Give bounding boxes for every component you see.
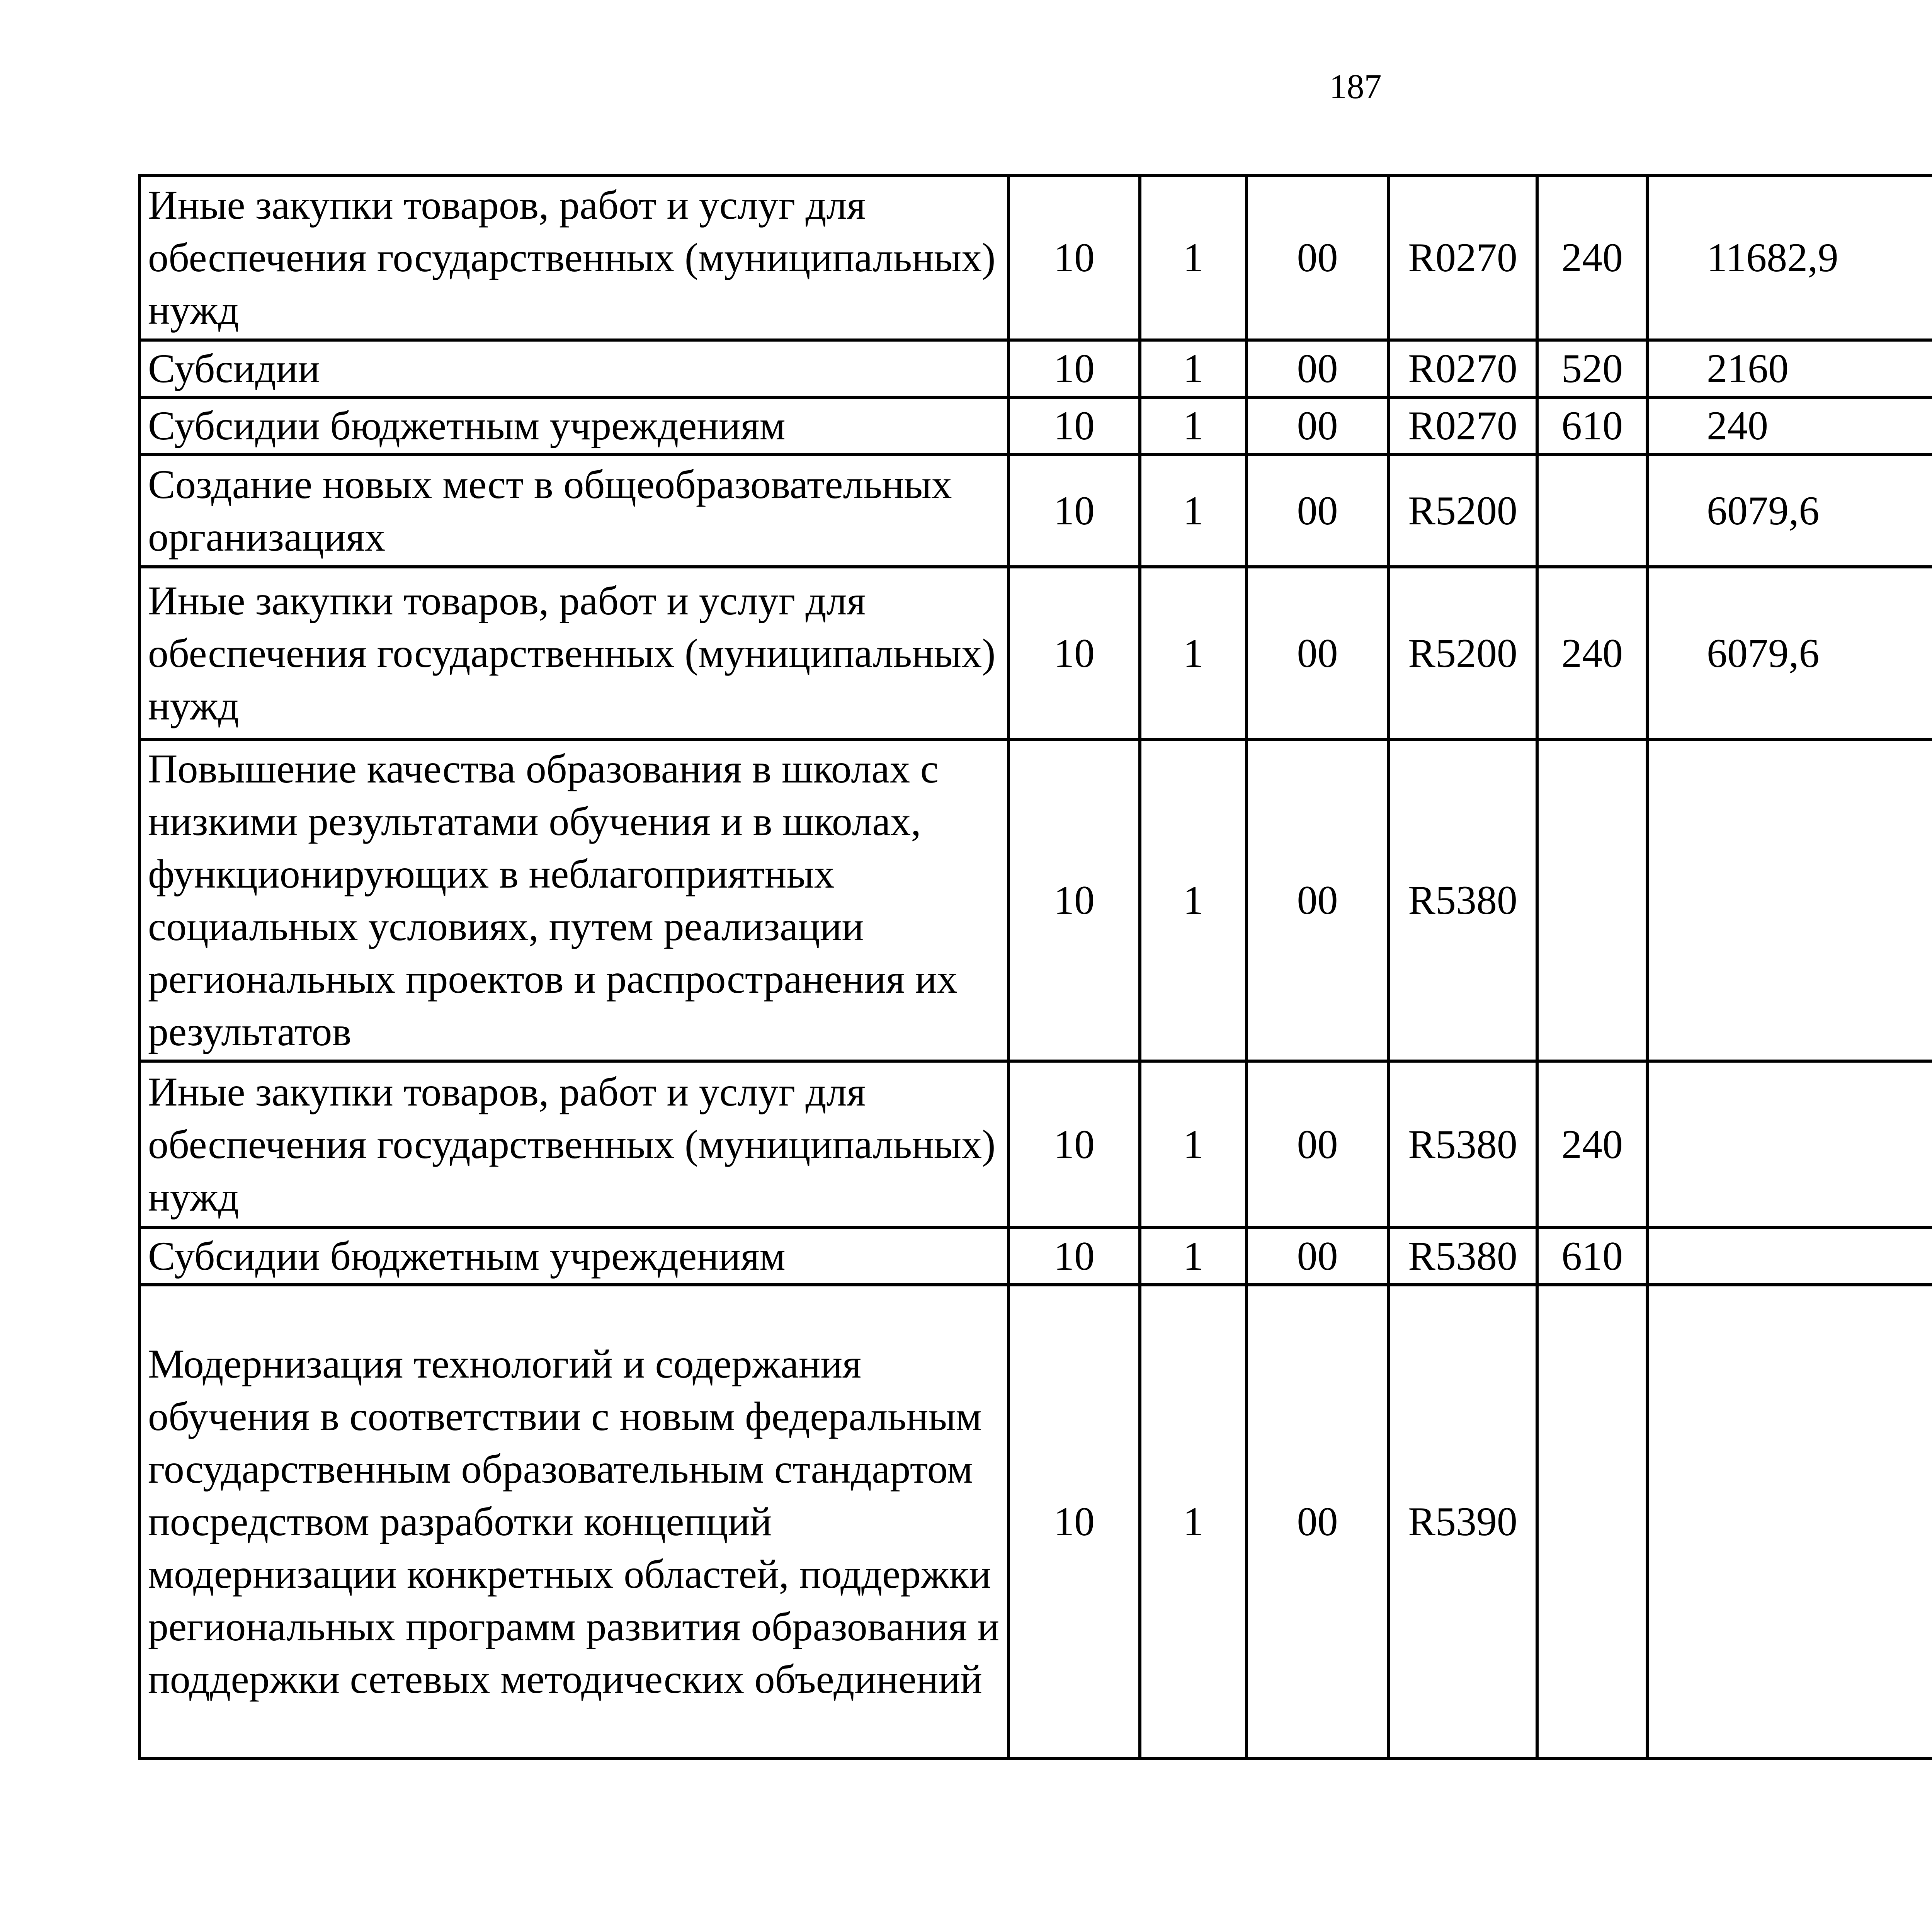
cell-target-code: R0270 [1388, 397, 1537, 454]
cell-target-code: R5380 [1388, 1228, 1537, 1285]
cell-target-code: R5200 [1388, 567, 1537, 740]
row-name: Создание новых мест в общеобразовательных организациях [139, 454, 1009, 567]
row-name: Иные закупки товаров, работ и услуг для обеспечения государственных (муниципальных) нужд [139, 567, 1009, 740]
cell-sum-1 [1647, 1285, 1932, 1759]
cell-expense-type [1537, 1285, 1647, 1759]
cell-sum-1 [1647, 1061, 1932, 1228]
table-row [139, 1061, 1932, 1228]
cell-section: 10 [1009, 1228, 1140, 1285]
cell-expense-type: 610 [1537, 1228, 1647, 1285]
row-name: Иные закупки товаров, работ и услуг для обеспечения государственных (муниципальных) нужд [139, 175, 1009, 340]
table-row [139, 1228, 1932, 1285]
cell-program: 00 [1247, 454, 1388, 567]
cell-section: 10 [1009, 175, 1140, 340]
cell-section: 10 [1009, 340, 1140, 397]
cell-subsection: 1 [1140, 740, 1247, 1061]
table-row [139, 340, 1932, 397]
cell-section: 10 [1009, 397, 1140, 454]
cell-subsection: 1 [1140, 340, 1247, 397]
cell-subsection: 1 [1140, 1285, 1247, 1759]
cell-expense-type: 240 [1537, 1061, 1647, 1228]
cell-subsection: 1 [1140, 1061, 1247, 1228]
table-row [139, 1285, 1932, 1759]
cell-subsection: 1 [1140, 1228, 1247, 1285]
table-row [139, 397, 1932, 454]
cell-target-code: R0270 [1388, 340, 1537, 397]
cell-subsection: 1 [1140, 397, 1247, 454]
cell-program: 00 [1247, 340, 1388, 397]
cell-section: 10 [1009, 567, 1140, 740]
budget-table [138, 174, 1932, 1760]
cell-section: 10 [1009, 1061, 1140, 1228]
cell-expense-type: 240 [1537, 567, 1647, 740]
cell-subsection: 1 [1140, 567, 1247, 740]
cell-program: 00 [1247, 1228, 1388, 1285]
cell-program: 00 [1247, 397, 1388, 454]
cell-expense-type: 240 [1537, 175, 1647, 340]
cell-sum-1 [1647, 740, 1932, 1061]
cell-program: 00 [1247, 175, 1388, 340]
table-row [139, 567, 1932, 740]
cell-expense-type [1537, 454, 1647, 567]
cell-sum-1: 2160 [1647, 340, 1932, 397]
cell-program: 00 [1247, 1061, 1388, 1228]
cell-expense-type [1537, 740, 1647, 1061]
table-row [139, 454, 1932, 567]
cell-sum-1 [1647, 1228, 1932, 1285]
cell-section: 10 [1009, 1285, 1140, 1759]
table-row [139, 740, 1932, 1061]
cell-program: 00 [1247, 1285, 1388, 1759]
cell-expense-type: 610 [1537, 397, 1647, 454]
row-name: Повышение качества образования в школах с низкими результатами обучения и в школах, функционирующих в неблагоприятных социальных условиях, путем реализации региональных проектов и распространения их результатов [139, 740, 1009, 1061]
row-name: Модернизация технологий и содержания обучения в соответствии с новым федеральным государственным образовательным стандартом посредством разработки концепций модернизации конкретных областей, поддержки региональных программ развития образования и поддержки сетевых методических объединений [139, 1285, 1009, 1759]
cell-target-code: R5390 [1388, 1285, 1537, 1759]
cell-target-code: R0270 [1388, 175, 1537, 340]
page-number: 187 [1329, 68, 1382, 106]
row-name: Субсидии [139, 340, 1009, 397]
cell-sum-1: 11682,9 [1647, 175, 1932, 340]
cell-target-code: R5380 [1388, 740, 1537, 1061]
cell-sum-1: 6079,6 [1647, 567, 1932, 740]
row-name: Субсидии бюджетным учреждениям [139, 397, 1009, 454]
cell-sum-1: 6079,6 [1647, 454, 1932, 567]
cell-target-code: R5380 [1388, 1061, 1537, 1228]
cell-target-code: R5200 [1388, 454, 1537, 567]
row-name: Иные закупки товаров, работ и услуг для обеспечения государственных (муниципальных) нужд [139, 1061, 1009, 1228]
cell-sum-1: 240 [1647, 397, 1932, 454]
cell-program: 00 [1247, 567, 1388, 740]
cell-program: 00 [1247, 740, 1388, 1061]
cell-subsection: 1 [1140, 454, 1247, 567]
cell-subsection: 1 [1140, 175, 1247, 340]
row-name: Субсидии бюджетным учреждениям [139, 1228, 1009, 1285]
cell-section: 10 [1009, 454, 1140, 567]
cell-section: 10 [1009, 740, 1140, 1061]
table-row [139, 175, 1932, 340]
cell-expense-type: 520 [1537, 340, 1647, 397]
